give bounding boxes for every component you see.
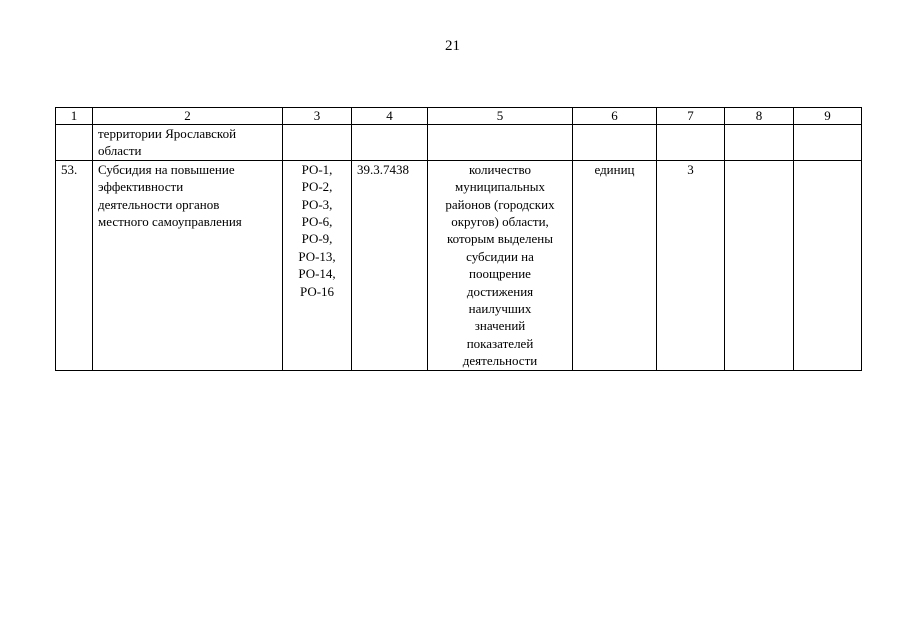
ro-code: РО-6, <box>301 214 333 230</box>
subsidy-name-line: местного самоуправления <box>98 214 242 230</box>
indicator-line: которым выделены <box>447 231 553 247</box>
indicator-line: муниципальных <box>454 179 545 195</box>
header-cell-5: 5 <box>428 108 573 125</box>
continuation-name-cell <box>93 125 283 161</box>
header-cell-6: 6 <box>573 108 657 125</box>
indicator-line: показателей <box>466 335 534 351</box>
continuation-name-line: территории Ярославской <box>98 126 237 141</box>
ro-code: РО-1, <box>301 161 333 177</box>
indicator-cell <box>428 160 573 370</box>
subsidy-name-line: деятельности органов <box>98 196 220 212</box>
subsidy-name-cell <box>93 160 283 370</box>
continuation-row <box>56 125 862 161</box>
header-cell-1: 1 <box>56 108 93 125</box>
continuation-cell-4 <box>352 125 428 161</box>
col9-cell <box>794 160 862 370</box>
value-cell: 3 <box>657 160 725 370</box>
continuation-cell-7 <box>657 125 725 161</box>
data-table <box>55 107 862 371</box>
continuation-cell-6 <box>573 125 657 161</box>
indicator-line: количество <box>468 161 532 177</box>
ro-code: РО-14, <box>298 266 336 282</box>
page-number: 21 <box>445 38 460 54</box>
indicator-line: субсидии на <box>466 248 534 264</box>
continuation-cell-9 <box>794 125 862 161</box>
header-row <box>56 108 862 125</box>
row-number-cell: 53. <box>56 160 93 370</box>
indicator-line: наилучших <box>468 301 532 317</box>
indicator-line: значений <box>474 318 526 334</box>
unit-cell: единиц <box>573 160 657 370</box>
continuation-name-line: области <box>98 143 142 159</box>
continuation-cell-5 <box>428 125 573 161</box>
ro-codes-cell <box>283 160 352 370</box>
subsidy-name-line: Субсидия на повышение <box>98 161 235 177</box>
header-cell-3: 3 <box>283 108 352 125</box>
ro-code: РО-3, <box>301 196 333 212</box>
continuation-cell-8 <box>725 125 794 161</box>
header-cell-4: 4 <box>352 108 428 125</box>
header-cell-8: 8 <box>725 108 794 125</box>
header-cell-7: 7 <box>657 108 725 125</box>
indicator-line: достижения <box>466 283 534 299</box>
indicator-line: деятельности <box>462 353 538 369</box>
ro-code: РО-2, <box>301 179 333 195</box>
header-cell-2: 2 <box>93 108 283 125</box>
indicator-line: районов (городских <box>445 196 555 212</box>
indicator-line: поощрение <box>469 266 531 282</box>
subsidy-name-line: эффективности <box>98 179 184 195</box>
col8-cell <box>725 160 794 370</box>
header-cell-9: 9 <box>794 108 862 125</box>
ro-code: РО-16 <box>299 283 335 299</box>
continuation-cell-3 <box>283 125 352 161</box>
ro-code: РО-13, <box>298 248 336 264</box>
continuation-number-cell <box>56 125 93 161</box>
table-row-53 <box>56 160 862 370</box>
ro-code: РО-9, <box>301 231 333 247</box>
indicator-line: округов) области, <box>451 214 549 230</box>
classification-code-cell: 39.3.7438 <box>352 160 428 370</box>
